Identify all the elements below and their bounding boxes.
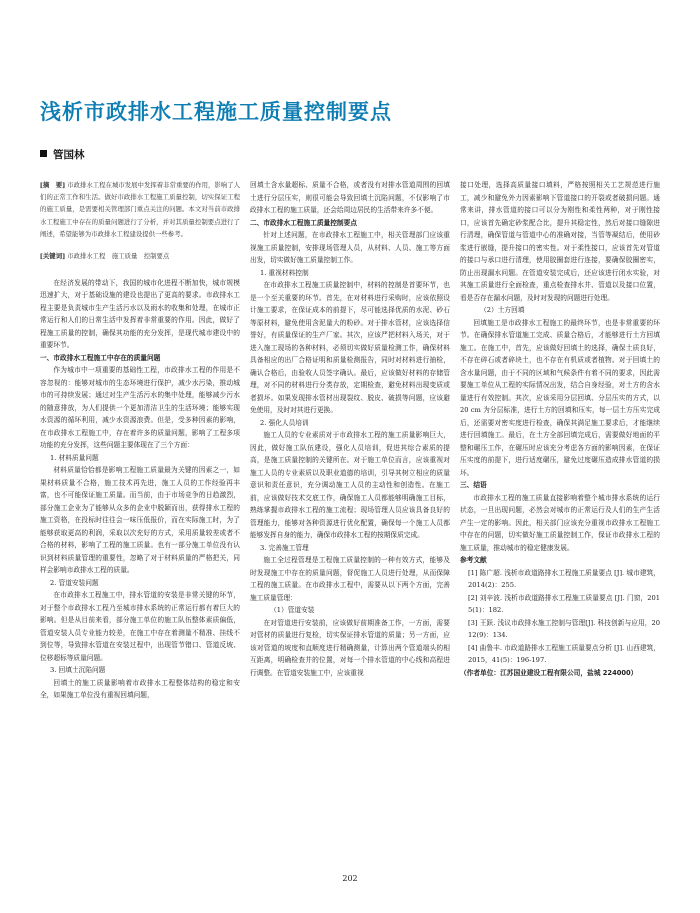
- section-heading: 一、市政排水工程施工中存在的质量问题: [40, 353, 161, 362]
- subsubsection-heading: （1）管道安装: [270, 606, 315, 614]
- abstract-text: 市政排水工程在城市发展中发挥着非常重要的作用，影响了人们的正常工作和生活。做好市政排水工程施工质量控制，切实保证工程的施工质量，是需要相关管理部门重点关注的问题。本文对当前市政排水工程施工中存在的质量问题进行了分析，并对其质量控制要点进行了阐述，希望能够为市政排水工程建设提供一些参考。: [40, 181, 240, 238]
- subsubsection-heading: （2）土方回填: [480, 306, 525, 314]
- subsection-heading: 2. 管道安装问题: [50, 578, 99, 587]
- paragraph: 回填施工是市政排水工程施工的最终环节，也是非常重要的环节。在确保排水管道施工完成、质量合格后，才能够进行土方回填施工。在施工中，首先，应该做好回填土的选择，确保土质良好，不存在碎石或者碎块土，也不存在有机质或者植物。对于回填土的含水量问题，由于不同的区域和气候条件有着不同的要求，因此需要施工单位从工程的实际情况出发，结合自身经验，对土方的含水量进行有效控制。其次，应该采用分层回填、分层压实的方式，以 20 cm 为分层标准，进行土方的回填和压实，每一层土方压实完成后，还需要对密实度进行检查，确保其满足施工要求后，才能继续进行回填施工。最后，在土方全部回填完成后，需要做好地面的平整和碾压工作，在碾压时应该充分考虑各方面的影响因素，在保证压实度的前提下，进行适度碾压，避免过度碾压造成排水管道的损坏。: [460, 318, 660, 477]
- subsection-heading: 1. 材料质量问题: [50, 453, 99, 462]
- reference-item: [4] 曲鲁丰. 市政道路排水工程施工质量要点分析 [J]. 山西建筑，2015，41(5)：196-197.: [468, 643, 660, 664]
- subsection-heading: 3. 完善施工管理: [260, 543, 309, 552]
- column-left: [40, 179, 240, 862]
- abstract-label: [摘 要]: [40, 181, 66, 189]
- section-heading: 三、结语: [460, 481, 487, 489]
- paragraph: 施工人员的专业素质对于市政排水工程的施工质量影响巨大，因此，做好施工队伍建设，强化人员培训，促进其综合素质的提高，是施工质量控制的关键所在。对于施工单位而言，应该重视对施工人员的专业素质以及职业道德的培训，引导其树立相应的质量意识和责任意识，充分调动施工人员的主动性和创造性。在施工前，应该做好技术交底工作，确保施工人员都能够明确施工目标，熟练掌握市政排水工程的施工流程；现场管理人员应该具备良好的管理能力，能够对各种资源进行优化配置，确保每一个施工人员都能够发挥自身的能力，确保市政排水工程的按期保质完成。: [250, 431, 450, 539]
- reference-item: [1] 陈广超. 浅析市政道路排水工程施工质量要点 [J]. 城市建筑，2014(2)：255.: [468, 568, 660, 589]
- paragraph: 在对管道进行安装前，应该做好前期准备工作，一方面，需要对管材的质量进行复检，切实保证排水管道的质量；另一方面，应该对管道的坡度和直顺度进行精确测量，计算出两个管道端头的相互距离，明确检查井的位置，对每一个排水管道的中心线和高程进行调整。在管道安装施工中，应该重视: [250, 618, 450, 677]
- keywords: [40, 250, 240, 263]
- abstract-block: [40, 179, 240, 263]
- column-middle: [250, 179, 450, 862]
- paragraph: 市政排水工程的施工质量直接影响着整个城市排水系统的运行状态，一旦出现问题，必然会对城市的正常运行及人们的生产生活产生一定的影响。因此，相关部门应该充分重视市政排水工程施工中存在的问题，切实做好施工质量控制工作，保证市政排水工程的施工质量，推动城市的稳定健康发展。: [460, 493, 660, 552]
- keywords-label: [关键词]: [40, 252, 66, 261]
- paragraph: 材料质量恰恰都是影响工程施工质量最为关键的因素之一，如果材料质量不合格，施工技术再先进，施工人员的工作经验再丰富，也不可能保证施工质量。而当前，由于市场竞争的日趋激烈，部分施工企业为了能够从众多的企业中脱颖而出，获得排水工程的施工资格，在投标时往往会一味压低报价，而在实际施工时，为了能够获取更高的利润，采取以次充好的方式，采用质量较差或者不合格的材料，影响了工程的施工质量。也有一部分施工单位没有认识到材料质量管理的重要性，忽略了对于材料质量的严格把关，同样会影响市政排水工程的质量。: [40, 466, 240, 575]
- references-heading: 参考文献: [460, 556, 487, 564]
- subsection-heading: 1. 重视材料控制: [260, 268, 309, 277]
- subsection-heading: 3. 回填土沉陷问题: [50, 666, 106, 675]
- square-bullet-icon: [40, 150, 47, 157]
- paragraph: 回填土含水量超标、质量不合格，或者没有对排水管道周围的回填土进行分层压实，则很可能会导致回填土沉陷问题，不仅影响了市政排水工程的施工质量，还会给周边居民的生活带来许多不便。: [250, 181, 450, 214]
- reference-item: [2] 刘辛波. 浅析市政道路排水工程施工质量要点 [J]. 门窗，2015(1)：182.: [468, 593, 660, 614]
- author-name: 管国林: [53, 149, 85, 161]
- author-affiliation: （作者单位：江苏国业建设工程有限公司，盐城 224000）: [460, 668, 638, 677]
- subsection-heading: 2. 强化人员培训: [260, 418, 309, 427]
- abstract: [40, 179, 240, 240]
- page-number: 202: [342, 874, 358, 883]
- article-title: 浅析市政排水工程施工质量控制要点: [40, 100, 392, 124]
- paragraph: 回填土的施工质量影响着市政排水工程整体结构的稳定和安全，如果施工单位没有重视回填问题，: [40, 678, 240, 700]
- section-heading: 二、市政排水工程施工质量控制要点: [250, 218, 357, 227]
- paragraph: 在市政排水工程施工中，排水管道的安装是非常关键的环节，对于整个市政排水工程乃至城市排水系统的正常运行都有着巨大的影响。但是从目前来看，部分施工单位的施工队伍整体素质偏低，管道安装人员专业能力较差，在施工中存在着测量不精准、挂线不到位等，导致排水管道在安装过程中，出现管节错口、管道反坡、位移超标等质量问题。: [40, 591, 240, 662]
- paragraph: 在经济发展的带动下，我国的城市化进程不断加快，城市规模迅速扩大，对于基础设施的建设也提出了更高的要求。市政排水工程主要是负责城市生产生活污水以及雨水的收集和处理，在城市正常运行和人们的日常生活中发挥着非常重要的作用。因此，做好了程施工质量的控制，确保其功能的充分发挥，是现代城市建设中的重要环节。: [40, 278, 240, 350]
- column-right: [460, 179, 660, 862]
- author-line: [40, 147, 85, 162]
- paragraph: 在市政排水工程施工质量控制中，材料的控制是首要环节，也是一个至关重要的环节。首先，在对材料进行采购时，应该依照设计施工要求，在保证成本的前提下，尽可能选择优质的水泥、砂石等原材料，避免使用含泥量大的粉砂。对于排水管材，应该选择信誉好，有质量保证的生产厂家。其次，应该严把材料入场关，对于进入施工现场的各种材料，必须切实做好质量检测工作，确保材料具备相应的出厂合格证明和质量检测报告，同时对材料进行抽检，确认合格后，由验收人员签字确认。最后，应该做好材料的存储管理，对不同的材料进行分类存放，定期检查，避免材料出现变质或者损坏。如果发现排水管材出现裂纹、脱皮、破损等问题，应该避免使用，及时对其进行更换。: [250, 281, 450, 414]
- paragraph: 施工全过程管理是工程施工质量控制的一种有效方式，能够及时发现施工中存在的质量问题，督促施工人员进行处理，从而保障工程的施工质量。在市政排水工程中，需要从以下两个方面，完善施工质量管理：: [250, 556, 450, 602]
- reference-item: [3] 王跃. 浅议市政排水施工控制与管理[J]. 科技创新与应用，2012(9)：134.: [468, 618, 660, 639]
- paragraph: 接口处理，选择高质量接口填料，严格按照相关工艺规范进行施工，减少和避免外力因素影响下管道接口的开裂或者破损问题。通常来讲，排水管道的接口可以分为刚性和柔性两种，对于刚性接口，应该首先确定砂浆配合比，提升其稳定性，然后对接口缝隙进行清理，确保管道与管道中心的准确对接，当管等凝结后，使用砂浆进行嵌缝，提升接口的密实性。对于柔性接口，应该首先对管道的接口与承口进行清理，使用胶圈套进行连接，要确保胶圈密实，防止出现漏水问题。在管道安装完成后，还应该进行闭水实验，对其施工质量进行全面检查，重点检查排水井、管道以及接口位置，看是否存在漏水问题，及时对发现的问题进行处理。: [460, 181, 660, 302]
- paragraph: 作为城市中一项重要的基础性工程，市政排水工程的作用是不容忽视的：能够对城市的生态环境进行保护，减少水污染，推动城市的可持续发展；通过对生产生活污水的集中处理，能够减少污水的随意排放，为人们提供一个更加清洁卫生的生活环境；能够实现水资源的循环利用，减少水资源浪费。但是，受多种因素的影响，在市政排水工程施工中，存在着许多的质量问题，影响了工程多项功能的充分发挥，这些问题主要体现在了三个方面：: [40, 366, 240, 450]
- keywords-text: 市政排水工程 施工质量 控制要点: [67, 252, 170, 261]
- paragraph: 针对上述问题，在市政排水工程施工中，相关管理部门应该重视施工质量控制，安排现场管理人员，从材料、人员、施工等方面出发，切实做好施工质量控制工作。: [250, 231, 450, 264]
